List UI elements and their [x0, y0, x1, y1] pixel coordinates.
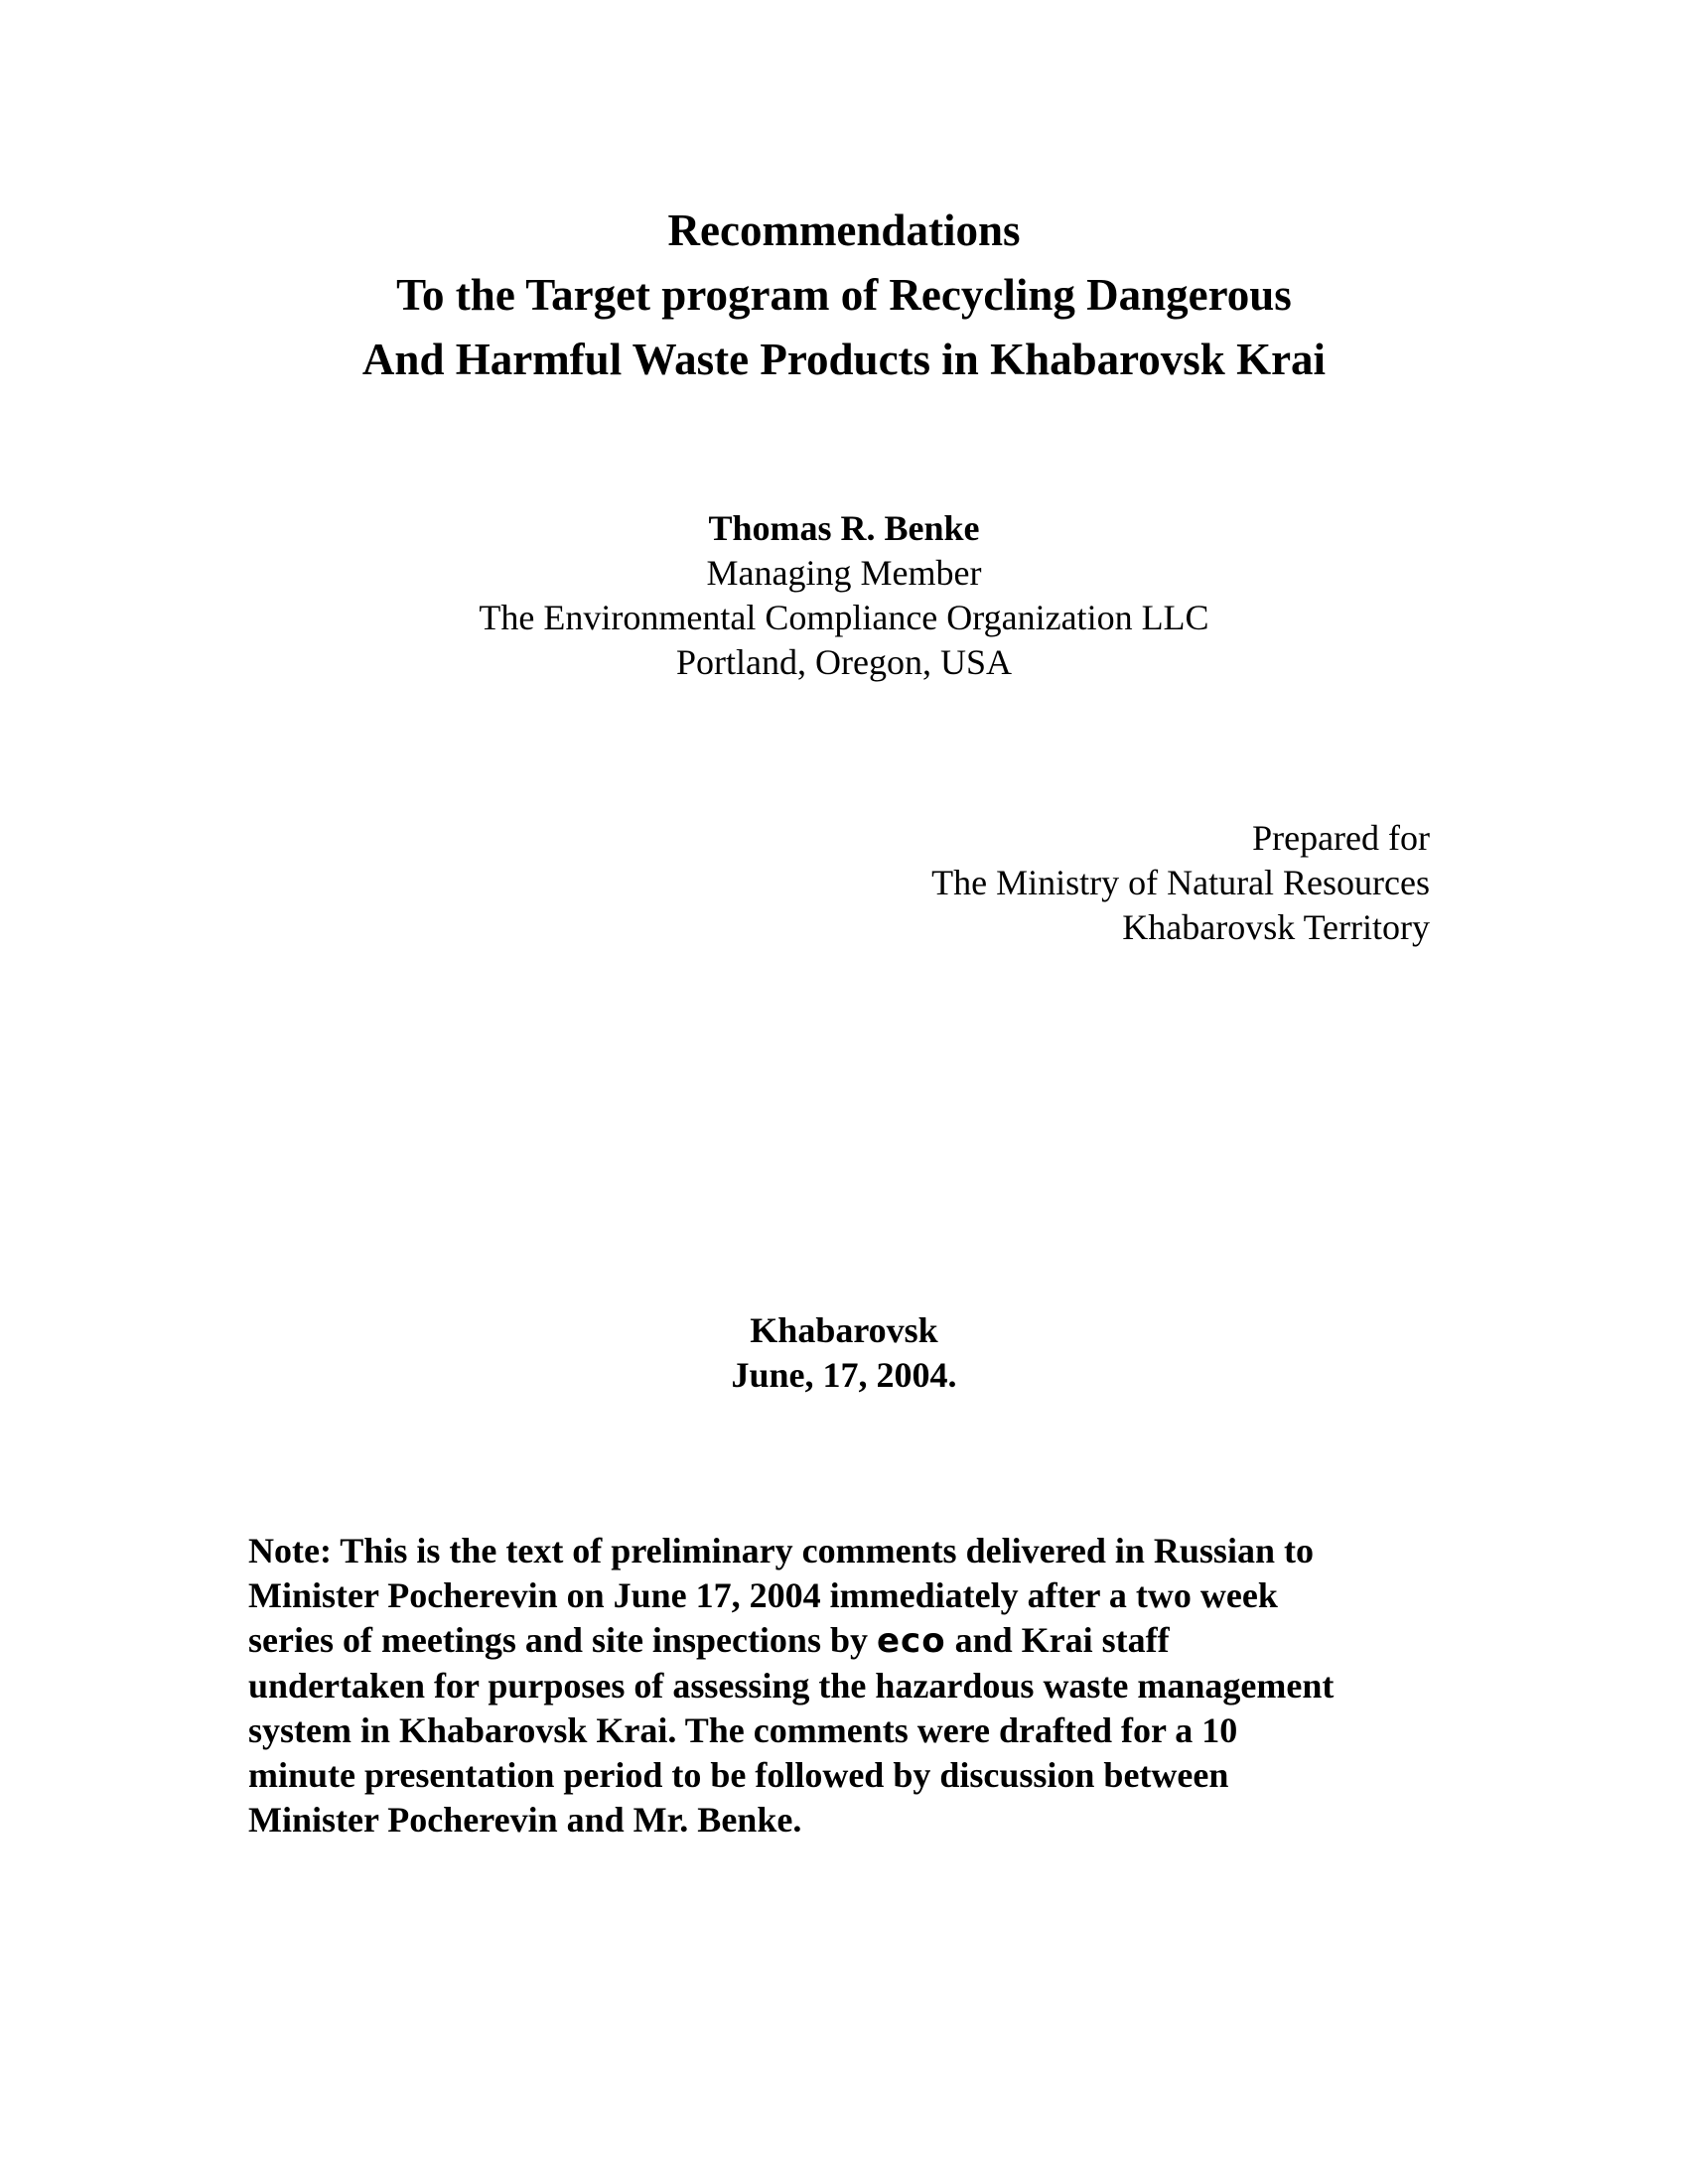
prepared-for-territory: Khabarovsk Territory [1122, 907, 1430, 947]
prepared-for-block [931, 816, 1430, 950]
title-line-1: Recommendations [667, 205, 1021, 255]
title-line-2: To the Target program of Recycling Dangerous [396, 270, 1292, 320]
note-line-7: Minister Pocherevin and Mr. Benke. [248, 1800, 802, 1840]
author-block [0, 506, 1688, 685]
note-line-3 [248, 1618, 1479, 1664]
document-title [0, 199, 1688, 392]
prepared-for-label: Prepared for [1252, 818, 1430, 858]
author-location: Portland, Oregon, USA [676, 642, 1012, 682]
place-city: Khabarovsk [750, 1310, 938, 1350]
prepared-for-recipient: The Ministry of Natural Resources [931, 863, 1430, 902]
author-name: Thomas R. Benke [708, 508, 980, 548]
eco-logo: eco [877, 1621, 946, 1661]
note-line-3-start: series of meetings and site inspections by [248, 1620, 877, 1660]
note-line-5: system in Khabarovsk Krai. The comments were drafted for a 10 [248, 1710, 1238, 1750]
note-line-4: undertaken for purposes of assessing the hazardous waste management [248, 1666, 1335, 1706]
author-role: Managing Member [706, 553, 982, 593]
document-date: June, 17, 2004. [731, 1355, 957, 1395]
author-organization: The Environmental Compliance Organization LLC [479, 598, 1209, 637]
note-paragraph [248, 1529, 1479, 1843]
note-line-6: minute presentation period to be followed by discussion between [248, 1755, 1229, 1795]
note-line-2: Minister Pocherevin on June 17, 2004 immediately after a two week [248, 1575, 1278, 1615]
note-line-3-end: and Krai staff [945, 1620, 1170, 1660]
title-line-3: And Harmful Waste Products in Khabarovsk Krai [361, 335, 1327, 384]
place-date-block [0, 1308, 1688, 1398]
note-line-1: Note: This is the text of preliminary comments delivered in Russian to [248, 1531, 1314, 1570]
